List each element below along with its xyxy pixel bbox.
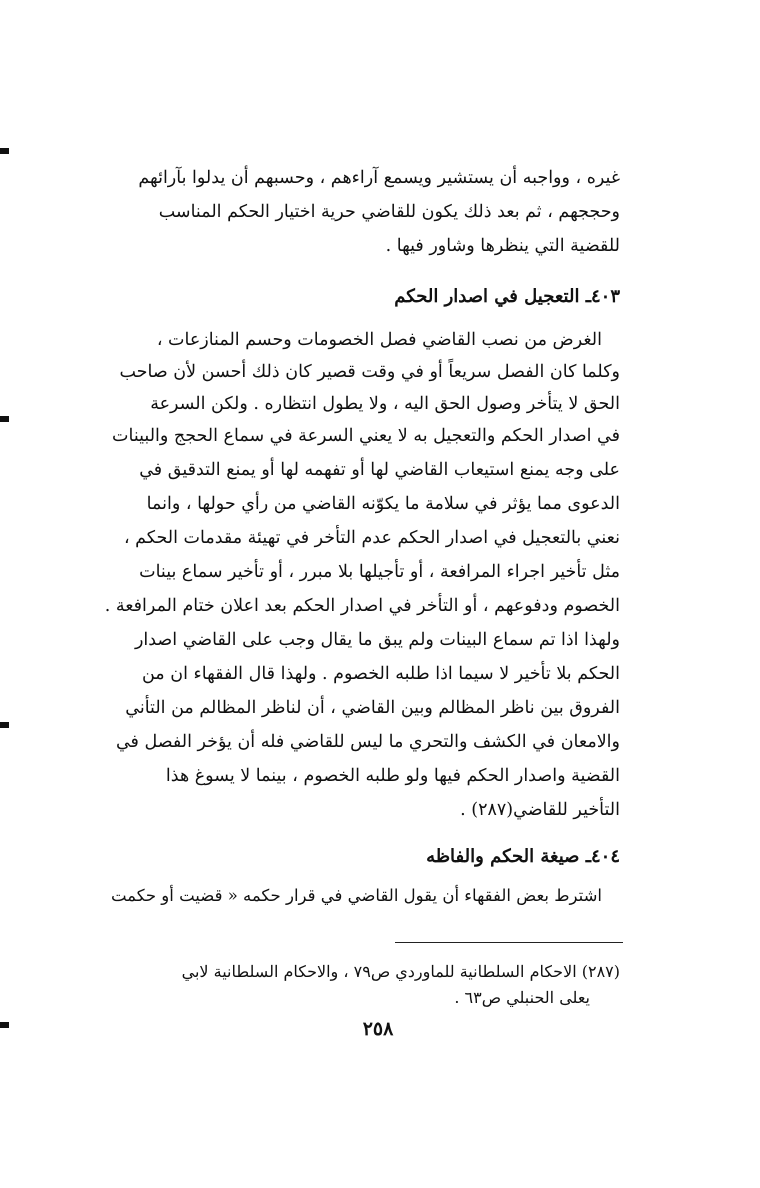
text-line: الحكم بلا تأخير لا سيما اذا طلبه الخصوم . ولهذا قال الفقهاء ان من <box>141 664 620 684</box>
section-heading-403: ٤٠٣ـ التعجيل في اصدار الحكم <box>394 286 620 307</box>
text-line: ولهذا اذا تم سماع البينات ولم يبق ما يقال وجب على القاضي اصدار <box>134 630 620 650</box>
text-line: الخصوم ودفوعهم ، أو التأخر في اصدار الحكم بعد اعلان ختام المرافعة . <box>104 596 620 616</box>
footnote-line: (٢٨٧) الاحكام السلطانية للماوردي ص٧٩ ، والاحكام السلطانية لابي <box>181 962 620 981</box>
text-line: الغرض من نصب القاضي فصل الخصومات وحسم المنازعات ، <box>156 330 602 350</box>
text-line: القضية واصدار الحكم فيها ولو طلبه الخصوم ، بينما لا يسوغ هذا <box>165 766 620 786</box>
margin-mark <box>0 416 9 422</box>
text-line: والامعان في الكشف والتحري ما ليس للقاضي فله أن يؤخر الفصل في <box>115 732 620 752</box>
text-line: اشترط بعض الفقهاء أن يقول القاضي في قرار حكمه « قضيت أو حكمت <box>110 886 602 905</box>
text-line: مثل تأخير اجراء المرافعة ، أو تأجيلها بلا مبرر ، أو تأخير سماع بينات <box>139 562 620 582</box>
margin-mark <box>0 148 9 154</box>
section-heading-404: ٤٠٤ـ صيغة الحكم والفاظه <box>426 846 620 867</box>
text-line: على وجه يمنع استيعاب القاضي لها أو تفهمه لها أو يمنع التدقيق في <box>139 460 620 480</box>
text-line: في اصدار الحكم والتعجيل به لا يعني السرعة في سماع الحجج والبينات <box>112 426 620 446</box>
text-line: غيره ، وواجبه أن يستشير ويسمع آراءهم ، وحسبهم أن يدلوا بآرائهم <box>138 168 620 188</box>
text-line: وحججهم ، ثم بعد ذلك يكون للقاضي حرية اختيار الحكم المناسب <box>158 202 620 222</box>
margin-mark <box>0 1022 9 1028</box>
text-line: الحق لا يتأخر وصول الحق اليه ، ولا يطول انتظاره . ولكن السرعة <box>150 394 620 414</box>
text-line: الفروق بين ناظر المظالم وبين القاضي ، أن لناظر المظالم من التأني <box>125 698 620 718</box>
text-line: وكلما كان الفصل سريعاً أو في وقت قصير كان ذلك أحسن لأن صاحب <box>119 362 620 382</box>
page-number: ٢٥٨ <box>362 1018 394 1040</box>
margin-mark <box>0 722 9 728</box>
text-line: للقضية التي ينظرها وشاور فيها . <box>385 236 620 256</box>
footnote-rule <box>395 942 623 943</box>
text-line: التأخير للقاضي(٢٨٧) . <box>460 800 620 820</box>
footnote-line: يعلى الحنبلي ص٦٣ . <box>454 988 590 1007</box>
text-line: نعني بالتعجيل في اصدار الحكم عدم التأخر في تهيئة مقدمات الحكم ، <box>123 528 620 548</box>
text-line: الدعوى مما يؤثر في سلامة ما يكوّنه القاضي من رأي حولها ، وانما <box>146 494 620 514</box>
